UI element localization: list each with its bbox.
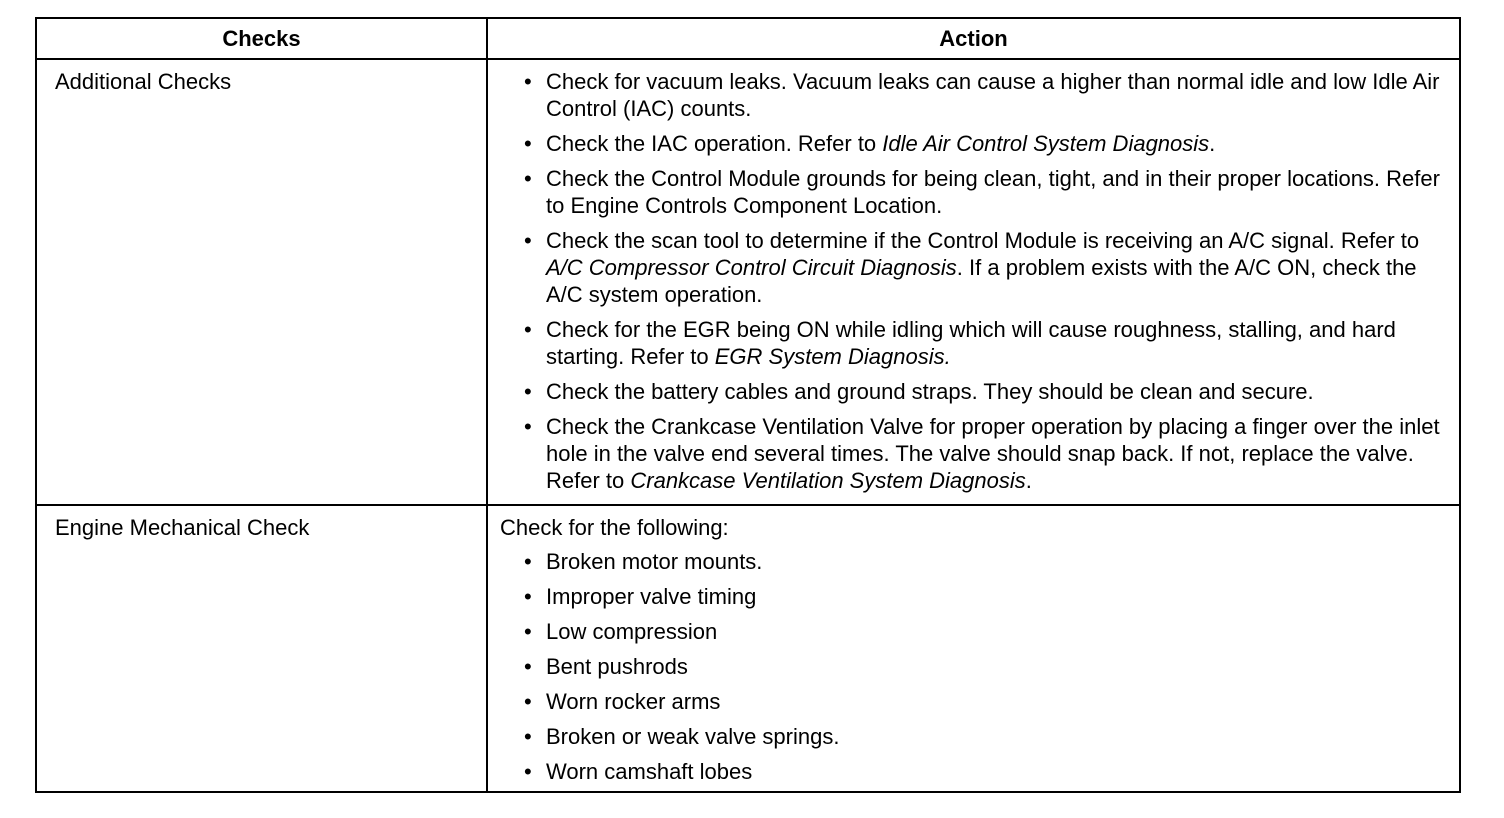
bullet-icon: • bbox=[524, 131, 532, 156]
list-item-text: Low compression bbox=[546, 619, 718, 644]
reference-text: A/C Compressor Control Circuit Diagnosis bbox=[546, 255, 957, 280]
bullet-icon: • bbox=[524, 584, 532, 609]
bullet-icon: • bbox=[524, 317, 532, 342]
reference-text: EGR System Diagnosis. bbox=[714, 344, 951, 369]
list-item-text: . bbox=[1025, 468, 1032, 493]
check-label-engine: Engine Mechanical Check bbox=[55, 515, 310, 540]
bullet-icon: • bbox=[524, 414, 532, 439]
checks-action-table bbox=[35, 17, 1461, 793]
list-item bbox=[500, 68, 1453, 122]
reference-text: Idle Air Control System Diagnosis bbox=[882, 131, 1210, 156]
list-item bbox=[500, 688, 1453, 715]
check-label-additional: Additional Checks bbox=[55, 69, 232, 94]
reference-text: Crankcase Ventilation System Diagnosis bbox=[630, 468, 1026, 493]
bullet-icon: • bbox=[524, 549, 532, 574]
bullet-icon: • bbox=[524, 654, 532, 679]
bullet-icon: • bbox=[524, 724, 532, 749]
list-item-text: Check for vacuum leaks. Vacuum leaks can cause a higher than normal idle and low Idle Air Control (IAC) counts. bbox=[546, 69, 1440, 121]
list-item-text: Check the scan tool to determine if the Control Module is receiving an A/C signal. Refer to bbox=[546, 228, 1420, 253]
bullet-icon: • bbox=[524, 69, 532, 94]
action-list bbox=[500, 68, 1453, 494]
list-item bbox=[500, 583, 1453, 610]
list-item-text: . If a problem exists with the A/C ON, check the A/C system operation. bbox=[546, 255, 1417, 307]
action-list bbox=[500, 548, 1453, 785]
bullet-icon: • bbox=[524, 228, 532, 253]
list-item bbox=[500, 413, 1453, 494]
action-cell-engine bbox=[500, 514, 1453, 793]
list-item-text: Broken motor mounts. bbox=[546, 549, 763, 574]
list-item-text: Worn rocker arms bbox=[546, 689, 721, 714]
list-item-text: Worn camshaft lobes bbox=[546, 759, 753, 784]
list-item-text: Bent pushrods bbox=[546, 654, 688, 679]
list-item bbox=[500, 758, 1453, 785]
list-item-text: Broken or weak valve springs. bbox=[546, 724, 840, 749]
list-item bbox=[500, 618, 1453, 645]
list-item-text: Check for the EGR being ON while idling which will cause roughness, stalling, and hard starting. Refer to bbox=[546, 317, 1396, 369]
bullet-icon: • bbox=[524, 166, 532, 191]
bullet-icon: • bbox=[524, 689, 532, 714]
list-item bbox=[500, 378, 1453, 405]
list-item-text: Check the battery cables and ground straps. They should be clean and secure. bbox=[546, 379, 1314, 404]
list-item bbox=[500, 723, 1453, 750]
action-intro: Check for the following: bbox=[500, 515, 729, 540]
list-item-text: Check the Control Module grounds for being clean, tight, and in their proper locations. Refer to Engine Controls Component Location. bbox=[546, 166, 1440, 218]
list-item-text: Improper valve timing bbox=[546, 584, 757, 609]
list-item bbox=[500, 130, 1453, 157]
bullet-icon: • bbox=[524, 759, 532, 784]
bullet-icon: • bbox=[524, 619, 532, 644]
column-divider bbox=[486, 19, 488, 791]
row-divider bbox=[37, 504, 1459, 506]
list-item-text: Check the IAC operation. Refer to bbox=[546, 131, 883, 156]
list-item-text: Check the Crankcase Ventilation Valve for proper operation by placing a finger over the inlet hole in the valve end several times. The valve should snap back. If not, replace the valve. Refer to bbox=[546, 414, 1440, 493]
list-item bbox=[500, 548, 1453, 575]
header-checks: Checks bbox=[222, 25, 301, 51]
list-item bbox=[500, 653, 1453, 680]
list-item bbox=[500, 227, 1453, 308]
list-item bbox=[500, 316, 1453, 370]
header-divider bbox=[37, 58, 1459, 60]
action-cell-additional bbox=[500, 68, 1453, 502]
list-item bbox=[500, 165, 1453, 219]
header-action: Action bbox=[939, 25, 1008, 51]
list-item-text: . bbox=[1209, 131, 1216, 156]
bullet-icon: • bbox=[524, 379, 532, 404]
